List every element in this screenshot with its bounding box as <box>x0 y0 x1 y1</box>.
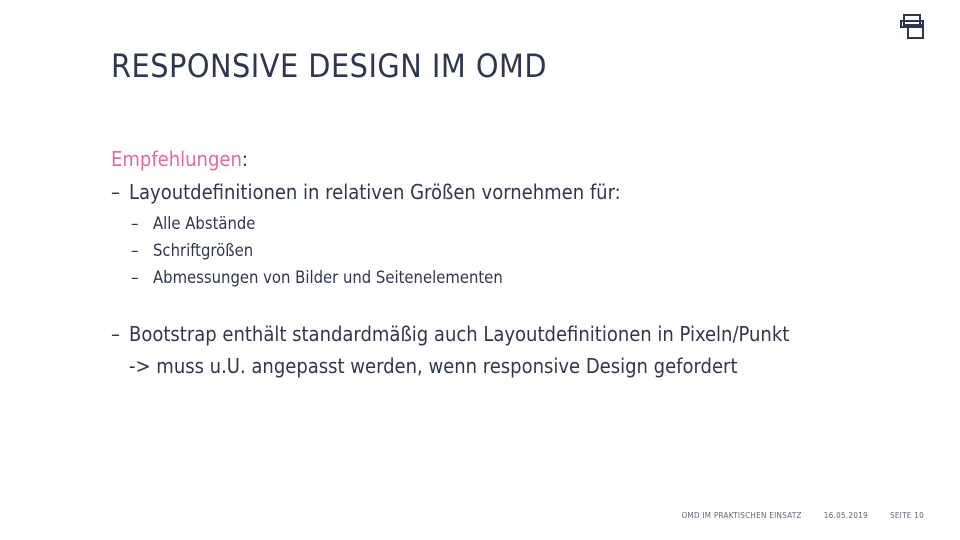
bullet-text: Layoutdefinitionen in relativen Größen vornehmen für: <box>129 180 621 204</box>
bullet-item <box>111 176 911 208</box>
sub-bullet-dash: – <box>131 214 139 233</box>
footer-title: OMD IM PRAKTISCHEN EINSATZ <box>681 511 802 520</box>
company-logo-icon <box>898 14 928 40</box>
slide-footer <box>681 511 924 520</box>
spacer <box>111 291 911 318</box>
bullet-dash: – <box>111 322 120 346</box>
footer-date: 16.05.2019 <box>823 511 868 520</box>
sub-bullet-text: Schriftgrößen <box>153 241 254 260</box>
slide-content <box>111 142 911 382</box>
recommendations-colon: : <box>241 147 248 171</box>
sub-bullet-item <box>111 237 911 264</box>
bullet-dash: – <box>111 180 120 204</box>
sub-bullet-dash: – <box>131 241 139 260</box>
sub-bullet-item <box>111 264 911 291</box>
bullet-continuation: -> muss u.U. angepasst werden, wenn responsive Design gefordert <box>129 354 738 378</box>
slide-title: RESPONSIVE DESIGN IM OMD <box>111 47 548 85</box>
sub-bullet-list <box>111 210 911 291</box>
sub-bullet-text: Abmessungen von Bilder und Seitenelementen <box>153 268 503 287</box>
bullet-item <box>111 318 911 350</box>
footer-page-number: SEITE 10 <box>889 511 924 520</box>
sub-bullet-dash: – <box>131 268 139 287</box>
recommendations-heading <box>111 142 911 176</box>
bullet-text: Bootstrap enthält standardmäßig auch Layoutdefinitionen in Pixeln/Punkt <box>129 322 790 346</box>
sub-bullet-text: Alle Abstände <box>153 214 256 233</box>
sub-bullet-item <box>111 210 911 237</box>
recommendations-label: Empfehlungen <box>111 147 242 171</box>
